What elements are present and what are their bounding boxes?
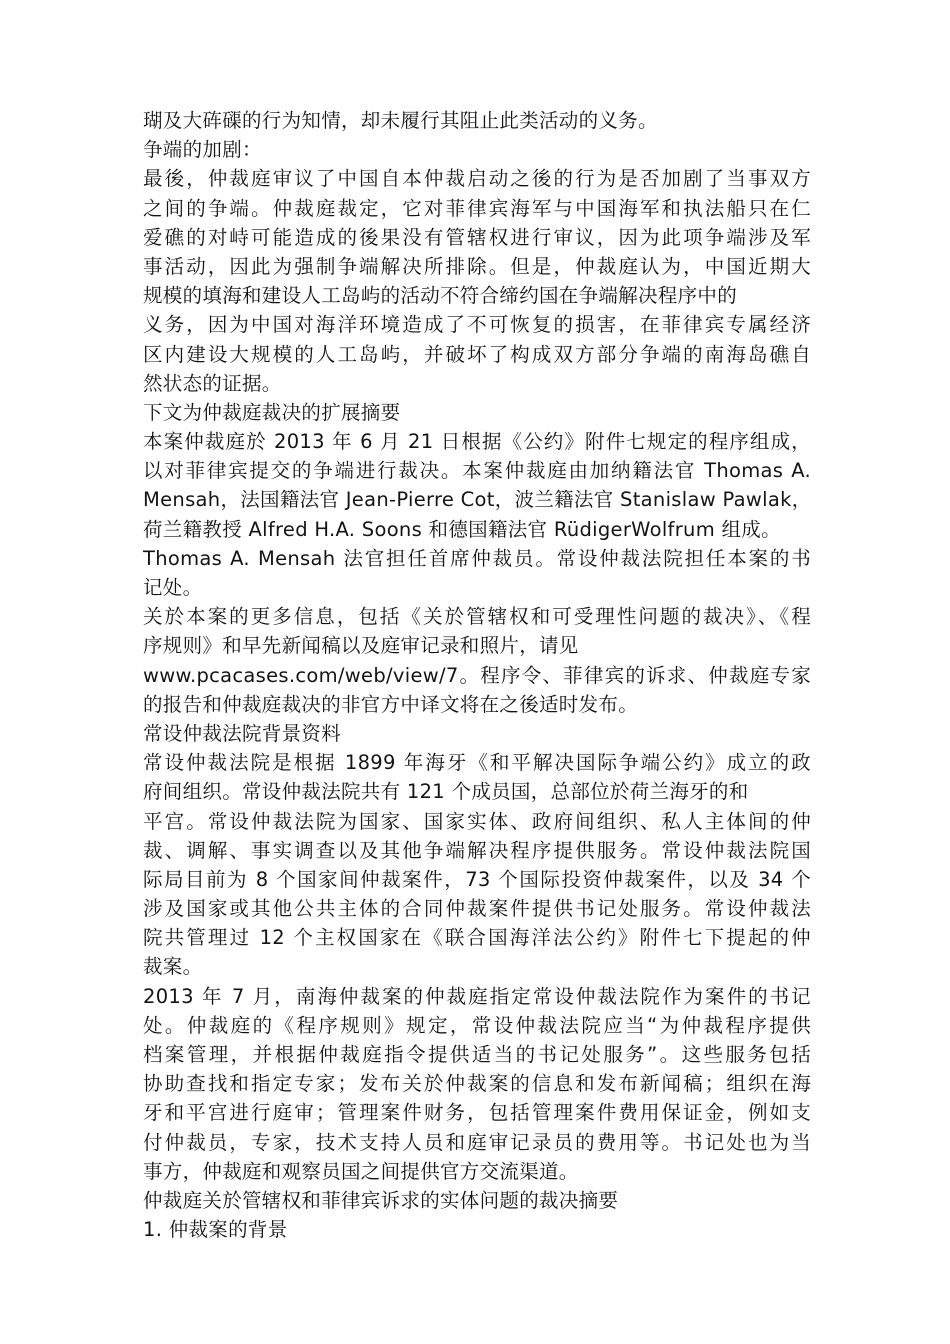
text-line: 瑚及大砗磲的行为知情，却未履行其阻止此类活动的义务。	[143, 109, 658, 132]
text-line: www.pcacases.com/web/view/7。程序令、菲律宾的诉求、仲裁庭专家	[143, 663, 811, 687]
text-line: 事方，仲裁庭和观察员国之间提供官方交流渠道。	[143, 1159, 579, 1183]
paragraph-tribunal-composition	[143, 427, 811, 602]
text-line: 序规则》和早先新闻稿以及庭审记录和照片，请见	[143, 634, 579, 658]
text-line: 常设仲裁法院是根据 1899 年海牙《和平解决国际争端公约》成立的政	[143, 751, 811, 775]
text-line: 处。仲裁庭的《程序规则》规定，常设仲裁法院应当“为仲裁程序提供	[143, 1013, 811, 1037]
text-line: 协助查找和指定专家；发布关於仲裁案的信息和发布新闻稿；组织在海	[143, 1072, 811, 1096]
heading-aggravation	[143, 135, 811, 164]
text-line: 付仲裁员，专家，技术支持人员和庭审记录员的费用等。书记处也为当	[143, 1130, 811, 1154]
heading-award-summary	[143, 1186, 811, 1215]
text-line: 之间的争端。仲裁庭裁定，它对菲律宾海军与中国海军和执法船只在仁	[143, 196, 811, 220]
text-line: 2013 年 7 月，南海仲裁案的仲裁庭指定常设仲裁法院作为案件的书记	[143, 984, 811, 1008]
text-line: 爱礁的对峙可能造成的後果没有管辖权进行审议，因为此项争端涉及军	[143, 225, 811, 249]
numbered-heading: 1. 仲裁案的背景	[143, 1218, 288, 1242]
text-line: 际局目前为 8 个国家间仲裁案件，73 个国际投资仲裁案件，以及 34 个	[143, 867, 811, 891]
text-line: 关於本案的更多信息，包括《关於管辖权和可受理性问题的裁决》、《程	[143, 605, 811, 629]
heading-case-background	[143, 1215, 811, 1244]
text-line: 记处。	[143, 576, 203, 599]
text-line: 平宫。常设仲裁法院为国家、国家实体、政府间组织、私人主体间的仲	[143, 809, 811, 833]
text-line: 裁案。	[143, 955, 203, 979]
document-body	[143, 106, 811, 1244]
text-line: 院共管理过 12 个主权国家在《联合国海洋法公约》附件七下提起的仲	[143, 926, 811, 950]
text-line: Thomas A. Mensah 法官担任首席仲裁员。常设仲裁法院担任本案的书	[143, 546, 811, 570]
text-line: 义务，因为中国对海洋环境造成了不可恢复的损害，在菲律宾专属经济	[143, 313, 811, 337]
paragraph-pca-background	[143, 748, 811, 982]
text-line: 裁、调解、事实调查以及其他争端解决程序提供服务。常设仲裁法院国	[143, 838, 811, 862]
text-line: 最後，仲裁庭审议了中国自本仲裁启动之後的行为是否加剧了当事双方	[143, 167, 811, 191]
text-line: 荷兰籍教授 Alfred H.A. Soons 和德国籍法官 RüdigerWolfrum 组成。	[143, 517, 781, 541]
section-heading: 仲裁庭关於管辖权和菲律宾诉求的实体问题的裁决摘要	[143, 1188, 619, 1212]
text-line: 事活动，因此为强制争端解决所排除。但是，仲裁庭认为，中国近期大	[143, 254, 811, 278]
text-line: 规模的填海和建设人工岛屿的活动不符合缔约国在争端解决程序中的	[143, 284, 738, 308]
text-line: 的报告和仲裁庭裁决的非官方中译文将在之後适时发布。	[143, 692, 639, 716]
text-line: 本案仲裁庭於 2013 年 6 月 21 日根据《公约》附件七规定的程序组成，	[143, 430, 811, 454]
paragraph-coral-damage	[143, 106, 811, 135]
section-heading: 争端的加剧：	[143, 138, 262, 162]
paragraph-registry-role	[143, 982, 811, 1186]
heading-pca-background	[143, 719, 811, 748]
section-heading: 下文为仲裁庭裁决的扩展摘要	[143, 400, 401, 424]
heading-extended-summary	[143, 398, 811, 427]
text-line: 然状态的证据。	[143, 371, 282, 395]
text-line: Mensah，法国籍法官 Jean-Pierre Cot，波兰籍法官 Stanislaw Pawlak，	[143, 488, 812, 512]
text-line: 区内建设大规模的人工岛屿，并破坏了构成双方部分争端的南海岛礁自	[143, 342, 811, 366]
paragraph-aggravation	[143, 164, 811, 398]
text-line: 府间组织。常设仲裁法院共有 121 个成员国，总部位於荷兰海牙的和	[143, 780, 749, 804]
paragraph-more-info	[143, 602, 811, 719]
section-heading: 常设仲裁法院背景资料	[143, 721, 342, 745]
text-line: 牙和平宫进行庭审；管理案件财务，包括管理案件费用保证金，例如支	[143, 1101, 811, 1125]
text-line: 涉及国家或其他公共主体的合同仲裁案件提供书记处服务。常设仲裁法	[143, 897, 811, 921]
text-line: 以对菲律宾提交的争端进行裁决。本案仲裁庭由加纳籍法官 Thomas A.	[143, 459, 811, 483]
text-line: 档案管理，并根据仲裁庭指令提供适当的书记处服务”。这些服务包括	[143, 1043, 811, 1066]
